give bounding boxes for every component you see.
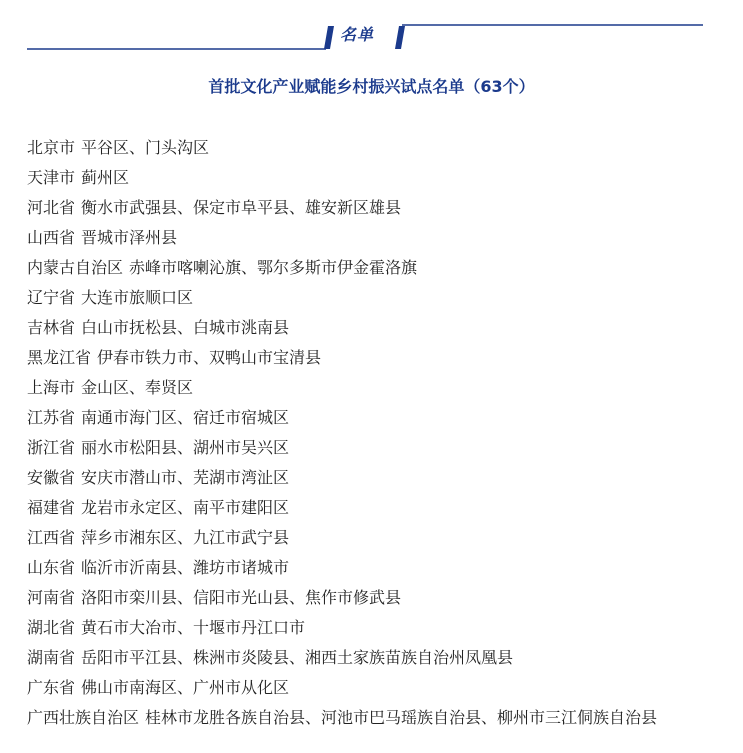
section-header bbox=[0, 0, 743, 60]
places-list: 赤峰市喀喇沁旗、鄂尔多斯市伊金霍洛旗 bbox=[129, 258, 418, 277]
list-item bbox=[27, 463, 717, 493]
places-list: 龙岩市永定区、南平市建阳区 bbox=[81, 498, 290, 517]
list-item bbox=[27, 163, 717, 193]
province-name: 黑龙江省 bbox=[27, 348, 92, 367]
places-list: 丽水市松阳县、湖州市吴兴区 bbox=[81, 438, 290, 457]
list-item bbox=[27, 583, 717, 613]
list-item bbox=[27, 193, 717, 223]
list-item bbox=[27, 703, 717, 733]
list-item bbox=[27, 253, 717, 283]
places-list: 白山市抚松县、白城市洮南县 bbox=[81, 318, 290, 337]
places-list: 蓟州区 bbox=[81, 168, 130, 187]
province-name: 浙江省 bbox=[27, 438, 76, 457]
places-list: 衡水市武强县、保定市阜平县、雄安新区雄县 bbox=[81, 198, 402, 217]
province-name: 江苏省 bbox=[27, 408, 76, 427]
places-list: 安庆市潜山市、芜湖市湾沚区 bbox=[81, 468, 290, 487]
list-item bbox=[27, 343, 717, 373]
province-name: 湖南省 bbox=[27, 648, 76, 667]
province-name: 广西壮族自治区 bbox=[27, 708, 140, 727]
list-item bbox=[27, 613, 717, 643]
province-name: 广东省 bbox=[27, 678, 76, 697]
province-name: 山东省 bbox=[27, 558, 76, 577]
places-list: 岳阳市平江县、株洲市炎陵县、湘西土家族苗族自治州凤凰县 bbox=[81, 648, 514, 667]
places-list: 桂林市龙胜各族自治县、河池市巴马瑶族自治县、柳州市三江侗族自治县 bbox=[145, 708, 658, 727]
list-item bbox=[27, 643, 717, 673]
places-list: 临沂市沂南县、潍坊市诸城市 bbox=[81, 558, 290, 577]
header-left-slash bbox=[324, 26, 334, 49]
places-list: 大连市旅顺口区 bbox=[81, 288, 194, 307]
list-item bbox=[27, 313, 717, 343]
province-name: 河北省 bbox=[27, 198, 76, 217]
province-name: 内蒙古自治区 bbox=[27, 258, 124, 277]
places-list: 黄石市大冶市、十堰市丹江口市 bbox=[81, 618, 306, 637]
list-item bbox=[27, 523, 717, 553]
province-name: 辽宁省 bbox=[27, 288, 76, 307]
province-name: 北京市 bbox=[27, 138, 76, 157]
list-item bbox=[27, 673, 717, 703]
header-title: 名单 bbox=[340, 25, 375, 44]
places-list: 平谷区、门头沟区 bbox=[81, 138, 210, 157]
list-item bbox=[27, 373, 717, 403]
province-name: 安徽省 bbox=[27, 468, 76, 487]
list-item bbox=[27, 493, 717, 523]
province-name: 吉林省 bbox=[27, 318, 76, 337]
places-list: 洛阳市栾川县、信阳市光山县、焦作市修武县 bbox=[81, 588, 402, 607]
province-name: 天津市 bbox=[27, 168, 76, 187]
province-name: 上海市 bbox=[27, 378, 76, 397]
header-right-slash bbox=[395, 26, 405, 49]
places-list: 金山区、奉贤区 bbox=[81, 378, 194, 397]
pilot-list bbox=[27, 133, 717, 733]
province-name: 湖北省 bbox=[27, 618, 76, 637]
places-list: 伊春市铁力市、双鸭山市宝清县 bbox=[97, 348, 322, 367]
list-item bbox=[27, 433, 717, 463]
province-name: 河南省 bbox=[27, 588, 76, 607]
province-name: 山西省 bbox=[27, 228, 76, 247]
places-list: 萍乡市湘东区、九江市武宁县 bbox=[81, 528, 290, 547]
province-name: 江西省 bbox=[27, 528, 76, 547]
list-item bbox=[27, 133, 717, 163]
list-item bbox=[27, 283, 717, 313]
places-list: 南通市海门区、宿迁市宿城区 bbox=[81, 408, 290, 427]
places-list: 佛山市南海区、广州市从化区 bbox=[81, 678, 290, 697]
list-item bbox=[27, 223, 717, 253]
list-item bbox=[27, 553, 717, 583]
document-title: 首批文化产业赋能乡村振兴试点名单（63个） bbox=[208, 77, 535, 96]
places-list: 晋城市泽州县 bbox=[81, 228, 178, 247]
province-name: 福建省 bbox=[27, 498, 76, 517]
list-item bbox=[27, 403, 717, 433]
